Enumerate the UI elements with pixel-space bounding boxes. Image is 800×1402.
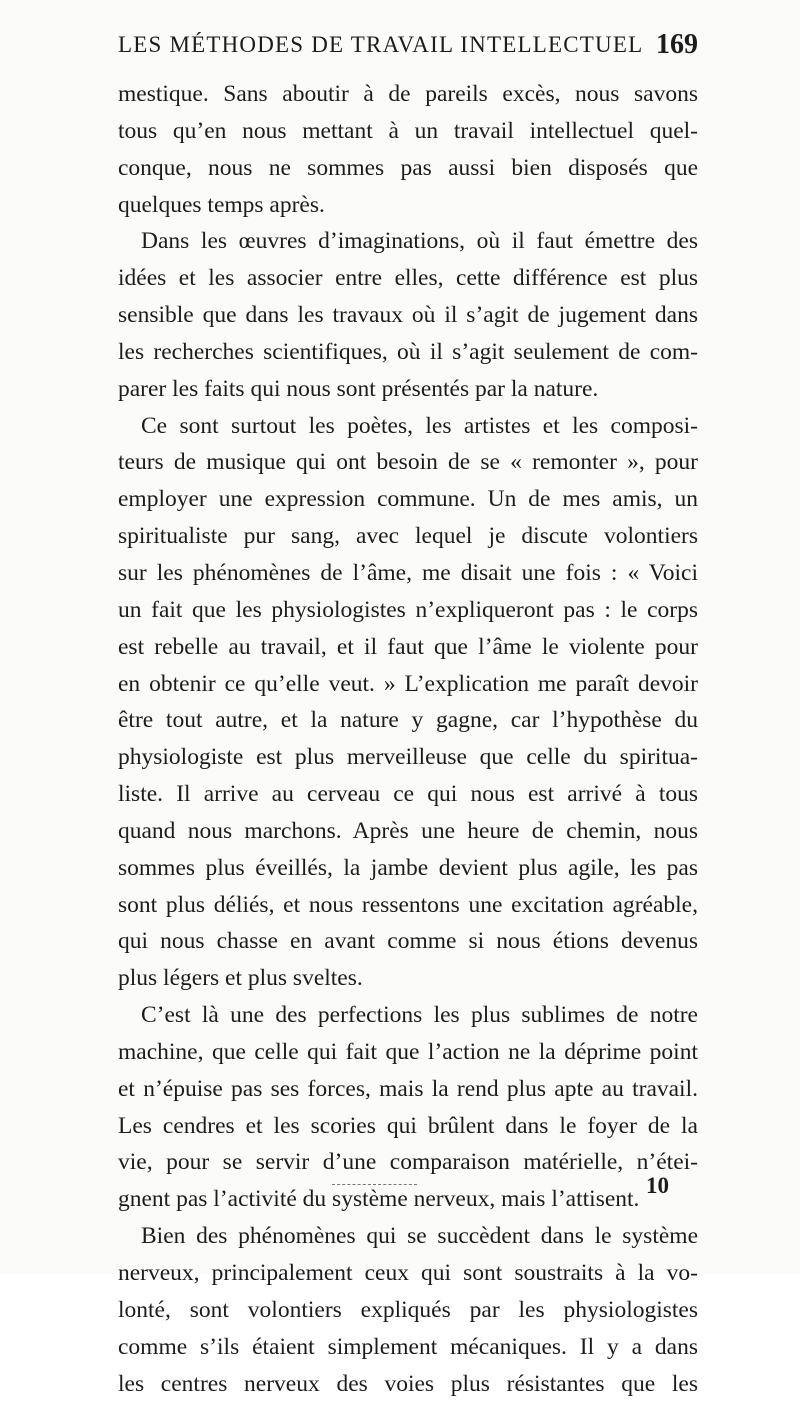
text-line: sur les phénomènes de l’âme, me disait une fois : « Voici	[118, 559, 698, 586]
text-line: C’est là une des perfections les plus sublimes de notre	[141, 1002, 698, 1029]
text-line: gnent pas l’activité du système nerveux, mais l’attisent.	[118, 1186, 640, 1213]
text-line: les recherches scientifiques, où il s’agit seulement de com-	[118, 338, 698, 365]
signature-mark: 10	[646, 1173, 669, 1198]
text-line: comme s’ils étaient simplement mécaniques. Il y a dans	[118, 1333, 698, 1360]
running-title: LES MÉTHODES DE TRAVAIL INTELLECTUEL	[118, 32, 644, 57]
text-line: Bien des phénomènes qui se succèdent dans le système	[141, 1223, 698, 1250]
text-line: quand nous marchons. Après une heure de chemin, nous	[118, 817, 698, 844]
text-line: idées et les associer entre elles, cette différence est plus	[118, 265, 698, 292]
signature-area	[118, 1173, 698, 1216]
text-line: spiritualiste pur sang, avec lequel je discute volontiers	[118, 523, 698, 550]
running-head	[118, 29, 698, 62]
text-line: sensible que dans les travaux où il s’agit de jugement dans	[118, 302, 698, 329]
text-line: est rebelle au travail, et il faut que l’âme le violente pour	[118, 633, 698, 660]
text-line: lonté, sont volontiers expliqués par les physiologistes	[118, 1296, 698, 1323]
text-line: machine, que celle qui fait que l’action ne la déprime point	[118, 1038, 698, 1065]
text-line: quelques temps après.	[118, 191, 325, 218]
text-line: mestique. Sans aboutir à de pareils excès, nous savons	[118, 81, 698, 107]
text-line: conque, nous ne sommes pas aussi bien disposés que	[118, 154, 698, 181]
text-line: les centres nerveux des voies plus résistantes que les	[118, 1370, 698, 1397]
signature-rule	[332, 1184, 417, 1185]
text-line: en obtenir ce qu’elle veut. » L’explication me paraît devoir	[118, 670, 698, 697]
text-line: employer une expression commune. Un de mes amis, un	[118, 486, 698, 513]
text-line: physiologiste est plus merveilleuse que celle du spiritua-	[118, 744, 698, 771]
text-line: un fait que les physiologistes n’expliqueront pas : le corps	[118, 596, 698, 623]
text-line: sont plus déliés, et nous ressentons une excitation agréable,	[118, 891, 698, 918]
text-line: liste. Il arrive au cerveau ce qui nous est arrivé à tous	[118, 781, 698, 808]
text-line: être tout autre, et la nature y gagne, car l’hypothèse du	[118, 707, 698, 734]
text-line: Ce sont surtout les poètes, les artistes et les composi-	[141, 412, 698, 439]
text-line: et n’épuise pas ses forces, mais la rend plus apte au travail.	[118, 1075, 698, 1102]
text-line: vie, pour se servir d’une comparaison matérielle, n’étei-	[118, 1149, 698, 1176]
text-line: plus légers et plus sveltes.	[118, 965, 363, 992]
text-line: sommes plus éveillés, la jambe devient plus agile, les pas	[118, 854, 698, 881]
page-number: 169	[656, 29, 698, 60]
text-line: tous qu’en nous mettant à un travail intellectuel quel-	[118, 117, 698, 144]
text-line: teurs de musique qui ont besoin de se « remonter », pour	[118, 449, 698, 476]
text-line: qui nous chasse en avant comme si nous étions devenus	[118, 928, 698, 955]
text-line: parer les faits qui nous sont présentés par la nature.	[118, 375, 599, 402]
text-line: Les cendres et les scories qui brûlent dans le foyer de la	[118, 1112, 698, 1139]
text-line: nerveux, principalement ceux qui sont soustraits à la vo-	[118, 1260, 698, 1286]
text-line: Dans les œuvres d’imaginations, où il faut émettre des	[141, 228, 698, 255]
